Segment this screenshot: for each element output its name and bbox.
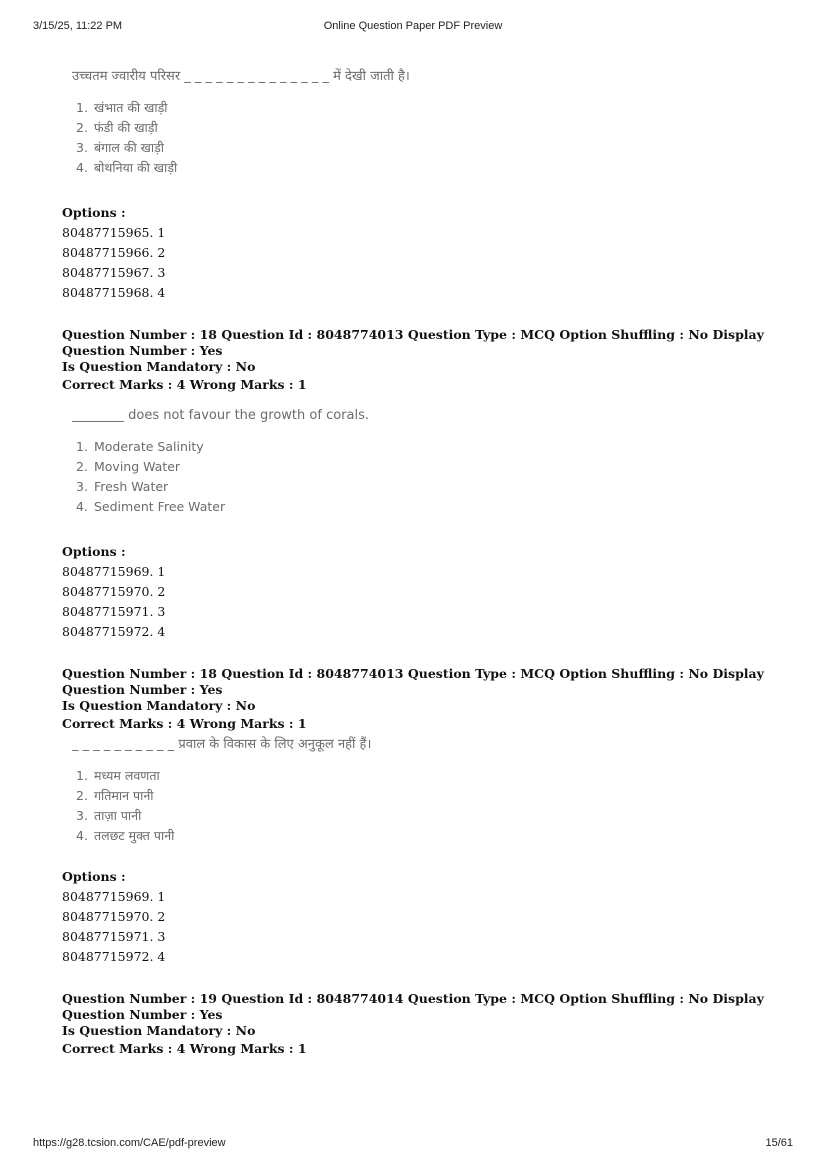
page-url: https://g28.tcsion.com/CAE/pdf-preview bbox=[33, 1137, 226, 1149]
image-option: 1. Moderate Salinity bbox=[76, 439, 204, 454]
options-label: Options : bbox=[62, 869, 126, 884]
option-row: 80487715967. 3 bbox=[62, 265, 166, 280]
print-datetime: 3/15/25, 11:22 PM bbox=[33, 20, 123, 32]
question-text: _ _ _ _ _ _ _ _ _ _ प्रवाल के विकास के लिए अनुकूल नहीं हैं। bbox=[72, 737, 372, 752]
option-row: 80487715972. 4 bbox=[62, 949, 166, 964]
image-option: 2. Moving Water bbox=[76, 459, 181, 474]
question-info: Question Number : 19 Question Id : 8048774014 Question Type : MCQ Option Shuffling : No Display Question Number : Yes bbox=[62, 991, 764, 1022]
question-text: उच्चतम ज्वारीय परिसर _ _ _ _ _ _ _ _ _ _ _ _ _ _ में देखी जाती है। bbox=[72, 69, 410, 84]
options-label: Options : bbox=[62, 544, 126, 559]
page-number: 15/61 bbox=[765, 1137, 793, 1149]
option-row: 80487715971. 3 bbox=[62, 929, 166, 944]
marks-info: Correct Marks : 4 Wrong Marks : 1 bbox=[62, 716, 307, 731]
question-image-q17 bbox=[72, 66, 410, 178]
options-list-c bbox=[62, 867, 165, 967]
option-row: 80487715972. 4 bbox=[62, 624, 166, 639]
option-row: 80487715966. 2 bbox=[62, 245, 166, 260]
option-row: 80487715968. 4 bbox=[62, 285, 166, 300]
mandatory-info: Is Question Mandatory : No bbox=[62, 1023, 256, 1038]
image-option: 3. ताज़ा पानी bbox=[76, 808, 142, 823]
mandatory-info: Is Question Mandatory : No bbox=[62, 698, 256, 713]
image-option: 1. मध्यम लवणता bbox=[76, 768, 160, 783]
question-info: Question Number : 18 Question Id : 8048774013 Question Type : MCQ Option Shuffling : No Display Question Number : Yes bbox=[62, 666, 764, 697]
question-meta-18b bbox=[62, 666, 774, 732]
image-option: 4. तलछट मुक्त पानी bbox=[76, 828, 175, 843]
marks-info: Correct Marks : 4 Wrong Marks : 1 bbox=[62, 377, 307, 392]
mandatory-info: Is Question Mandatory : No bbox=[62, 359, 256, 374]
image-option: 4. बोथनिया की खाड़ी bbox=[76, 160, 178, 175]
marks-info: Correct Marks : 4 Wrong Marks : 1 bbox=[62, 1041, 307, 1056]
question-image-q18-en bbox=[72, 408, 369, 517]
page-title: Online Question Paper PDF Preview bbox=[323, 20, 503, 32]
image-option: 3. Fresh Water bbox=[76, 479, 169, 494]
question-meta-19 bbox=[62, 991, 774, 1057]
options-list-b bbox=[62, 542, 165, 642]
question-image-q18-hi bbox=[72, 734, 371, 846]
question-text: ________ does not favour the growth of corals. bbox=[72, 408, 369, 423]
question-info: Question Number : 18 Question Id : 8048774013 Question Type : MCQ Option Shuffling : No Display Question Number : Yes bbox=[62, 327, 764, 358]
option-row: 80487715969. 1 bbox=[62, 564, 166, 579]
option-row: 80487715971. 3 bbox=[62, 604, 166, 619]
image-option: 3. बंगाल की खाड़ी bbox=[76, 140, 165, 155]
image-option: 2. फंडी की खाड़ी bbox=[76, 120, 158, 135]
option-row: 80487715970. 2 bbox=[62, 909, 166, 924]
image-option: 1. खंभात की खाड़ी bbox=[76, 100, 168, 115]
options-label: Options : bbox=[62, 205, 126, 220]
image-option: 4. Sediment Free Water bbox=[76, 499, 226, 514]
question-meta-18a bbox=[62, 327, 774, 393]
option-row: 80487715970. 2 bbox=[62, 584, 166, 599]
options-list-a bbox=[62, 203, 165, 303]
option-row: 80487715965. 1 bbox=[62, 225, 166, 240]
option-row: 80487715969. 1 bbox=[62, 889, 166, 904]
image-option: 2. गतिमान पानी bbox=[76, 788, 154, 803]
